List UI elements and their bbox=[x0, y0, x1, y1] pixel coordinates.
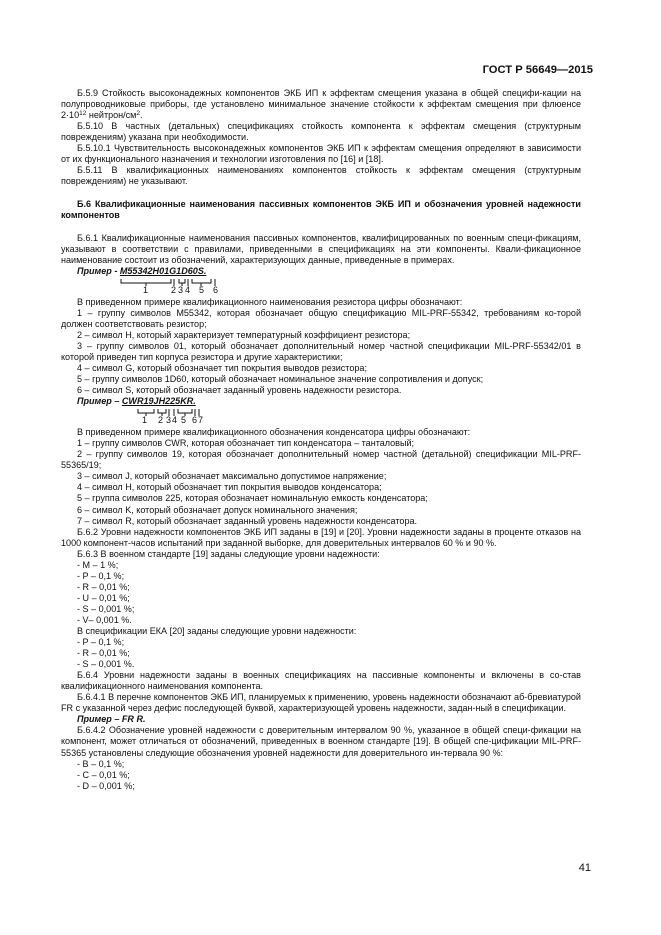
capacitor-item: 7 – символ R, который обозначает заданный уровень надежности конденсатора. bbox=[77, 515, 418, 526]
capacitor-item: 5 – группа символов 225, которая обозначает номинальную емкость конденсатора; bbox=[77, 493, 428, 504]
paragraph-b6-1: Б.6.1 Квалификационные наименования пассивных компонентов, квалифицированных по военным специ-фикациям, указывают в соответствии с правилами, приведенными в спецификациях на эти компоненты. Квали-фикационное наименование состоит из обозначений, характеризующих данные, приведенные в примерах. bbox=[61, 232, 581, 265]
capacitor-item: 1 – группу символов CWR, которая обозначает тип конденсатора – танталовый; bbox=[77, 438, 415, 449]
example-fr: Пример – FR R. bbox=[77, 714, 146, 725]
resistor-label-2: 2 bbox=[171, 284, 177, 295]
capacitor-code-diagram bbox=[61, 407, 581, 427]
paragraph-b6-4-1: Б.6.4.1 В перечне компонентов ЭКБ ИП, планируемых к применению, уровень надежности обозначают аб-бревиатурой FR с указанной через дефис последующей буквой, характеризующей уровень надежности, задан-ный в спецификации. bbox=[61, 692, 581, 714]
capacitor-label-5: 5 bbox=[181, 415, 187, 426]
level-item: - V– 0,001 %. bbox=[77, 614, 132, 625]
level-item: - U – 0,01 %; bbox=[77, 592, 130, 603]
level-item: - C – 0,01 %; bbox=[77, 769, 130, 780]
level-item: - P – 0,1 %; bbox=[77, 637, 125, 648]
paragraph-b5-11: Б.5.11 В квалификационных наименованиях компонентов стойкость к эффектам смещения (структурным повреждениям) не указывают. bbox=[61, 165, 581, 187]
capacitor-label-4: 4 bbox=[172, 415, 178, 426]
paragraph-b5-9: Б.5.9 Стойкость высоконадежных компонентов ЭКБ ИП к эффектам смещения указана в общей специфи-кации на полупроводниковые приборы, где установлено минимальное значение стойкости к эффектам смещения при флюенсе $2\cdot 10^{12}$ нейтрон/$см^2$. bbox=[61, 88, 581, 121]
resistor-label-1: 1 bbox=[143, 284, 149, 295]
resistor-item: 1 – группу символов M55342, которая обозначает общую спецификацию MIL-PRF-55342, требованиям ко-торой должен соответствовать резистор; bbox=[61, 307, 581, 329]
capacitor-label-2: 2 bbox=[158, 415, 164, 426]
paragraph-b6-2: Б.6.2 Уровни надежности компонентов ЭКБ ИП заданы в [19] и [20]. Уровни надежности заданы в проценте отказов на 1000 компонент-часов испытаний при заданной выборке, для доверительных интервалов 60 % и 90 %. bbox=[61, 526, 581, 548]
paragraph-b6-3: Б.6.3 В военном стандарте [19] заданы следующие уровни надежности: bbox=[77, 548, 380, 559]
capacitor-label-7: 7 bbox=[198, 415, 204, 426]
level-item: - P – 0,1 %; bbox=[77, 570, 125, 581]
paragraph-b6-4: Б.6.4 Уровни надежности заданы в военных спецификациях на пассивные компоненты и включены в со-став квалификационного наименования компонента. bbox=[61, 670, 581, 692]
level-item: - R – 0,01 %; bbox=[77, 648, 130, 659]
capacitor-label-6: 6 bbox=[192, 415, 198, 426]
paragraph-b5-10-1: Б.5.10.1 Чувствительность высоконадежных компонентов ЭКБ ИП к эффектам смещения определяют в зависимости от их функционального назначения и технологии изготовления по [16] и [18]. bbox=[61, 143, 581, 165]
level-item: - B – 0,1 %; bbox=[77, 758, 125, 769]
example-capacitor: Пример – CWR19JH225KR. bbox=[77, 396, 196, 407]
resistor-explanation-intro: В приведенном примере квалификационного наименования резистора цифры обозначают: bbox=[77, 296, 463, 307]
level-item: - R – 0,01 %; bbox=[77, 581, 130, 592]
paragraph-b6-3-eka: В спецификации ЕКА [20] заданы следующие уровни надежности: bbox=[77, 626, 357, 637]
level-item: - M – 1 %; bbox=[77, 559, 119, 570]
capacitor-item: 3 – символ J, который обозначает максимально допустимое напряжение; bbox=[77, 471, 387, 482]
resistor-label-3: 3 bbox=[178, 284, 184, 295]
paragraph-b6-4-2: Б.6.4.2 Обозначение уровней надежности с доверительным интервалом 90 %, указанное в общей специ-фикации на компонент, может отличаться от обозначений, приведенных в военном стандарте [19]. В общей спе-цификации MIL-PRF-55365 установлены следующие обозначения уровней надежности для доверительного ин-тервала 90 %: bbox=[61, 725, 581, 758]
capacitor-explanation-intro: В приведенном примере квалификационного обозначения конденсатора цифры обозначают: bbox=[77, 427, 471, 438]
paragraph-b5-10: Б.5.10 В частных (детальных) спецификациях стойкость компонента к эффектам смещения (структурным повреждениям) указана при необходимости. bbox=[61, 121, 581, 143]
resistor-label-4: 4 bbox=[185, 284, 191, 295]
capacitor-label-3: 3 bbox=[166, 415, 172, 426]
resistor-item: 6 – символ S, который обозначает заданный уровень надежности резистора. bbox=[77, 385, 402, 396]
level-item: - D – 0,001 %; bbox=[77, 780, 135, 791]
resistor-label-5: 5 bbox=[199, 284, 205, 295]
capacitor-item: 6 – символ K, который обозначает допуск номинального значения; bbox=[77, 504, 358, 515]
example-resistor: Пример - M55342H01G1D60S. bbox=[77, 265, 207, 276]
capacitor-item: 4 – символ H, который обозначает тип покрытия выводов конденсатора; bbox=[77, 482, 382, 493]
resistor-item: 2 – символ H, который характеризует температурный коэффициент резистора; bbox=[77, 329, 411, 340]
capacitor-item: 2 – группу символов 19, которая обозначает дополнительный номер частной (детальной) спецификации MIL-PRF-55365/19; bbox=[61, 449, 581, 471]
body-text bbox=[61, 88, 581, 792]
level-item: - S – 0,001 %; bbox=[77, 603, 135, 614]
resistor-label-6: 6 bbox=[213, 284, 219, 295]
level-item: - S – 0,001 %. bbox=[77, 659, 135, 670]
page-number: 41 bbox=[578, 862, 591, 874]
resistor-item: 4 – символ G, который обозначает тип покрытия выводов резистора; bbox=[77, 362, 367, 373]
resistor-item: 5 – группу символов 1D60, который обозначает номинальное значение сопротивления и допуск; bbox=[77, 374, 484, 385]
capacitor-label-1: 1 bbox=[142, 415, 148, 426]
section-heading-b6: Б.6 Квалификационные наименования пассивных компонентов ЭКБ ИП и обозначения уровней надежности компонентов bbox=[61, 199, 581, 221]
standard-header: ГОСТ Р 56649—2015 bbox=[482, 64, 593, 76]
resistor-code-diagram bbox=[61, 277, 581, 297]
resistor-item: 3 – группу символов 01, который обозначает дополнительный номер частной спецификации MIL-PRF-55342/01 в которой приведен тип корпуса резистора и другие характеристики; bbox=[61, 340, 581, 362]
